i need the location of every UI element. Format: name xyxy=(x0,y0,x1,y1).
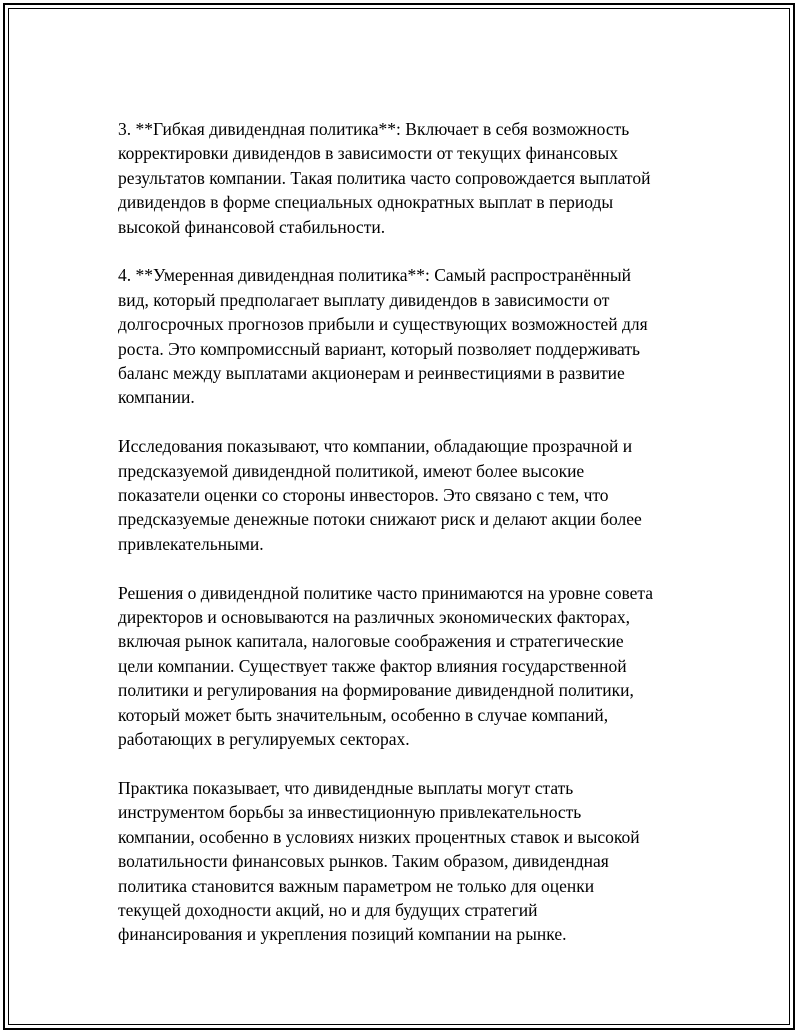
text-line: Исследования показывают, что компании, обладающие прозрачной и xyxy=(118,436,633,457)
text-line: работающих в регулируемых секторах. xyxy=(118,729,410,750)
text-line: политики и регулирования на формирование дивидендной политики, xyxy=(118,680,634,701)
text-line: предсказуемой дивидендной политикой, имеют более высокие xyxy=(118,460,585,481)
text-line: баланс между выплатами акционерам и реинвестициями в развитие xyxy=(118,363,625,384)
text-line: Решения о дивидендной политике часто принимаются на уровне совета xyxy=(118,582,653,603)
text-line: компании, особенно в условиях низких процентных ставок и высокой xyxy=(118,826,640,847)
text-line: дивидендов в форме специальных однократных выплат в периоды xyxy=(118,192,614,213)
text-line: предсказуемые денежные потоки снижают риск и делают акции более xyxy=(118,509,642,530)
text-line: финансирования и укрепления позиций компании на рынке. xyxy=(118,924,567,945)
text-line: 4. **Умеренная дивидендная политика**: Самый распространённый xyxy=(118,265,631,286)
paragraph-moderate-dividend-policy xyxy=(118,263,698,409)
text-line: высокой финансовой стабильности. xyxy=(118,216,386,237)
text-line: который может быть значительным, особенно в случае компаний, xyxy=(118,704,609,725)
text-line: 3. **Гибкая дивидендная политика**: Включает в себя возможность xyxy=(118,119,630,139)
text-line: политика становится важным параметром не только для оценки xyxy=(118,875,595,896)
text-line: цели компании. Существует также фактор влияния государственной xyxy=(118,655,627,676)
text-line: корректировки дивидендов в зависимости от текущих финансовых xyxy=(118,143,619,164)
text-line: результатов компании. Такая политика часто сопровождается выплатой xyxy=(118,167,651,188)
text-line: привлекательными. xyxy=(118,533,264,554)
text-line: директоров и основываются на различных экономических факторах, xyxy=(118,607,631,628)
text-line: долгосрочных прогнозов прибыли и существующих возможностей для xyxy=(118,314,648,335)
text-line: Практика показывает, что дивидендные выплаты могут стать xyxy=(118,777,574,798)
paragraph-flexible-dividend-policy xyxy=(118,117,698,239)
text-line: текущей доходности акций, но и для будущих стратегий xyxy=(118,899,538,920)
text-line: инструментом борьбы за инвестиционную привлекательность xyxy=(118,802,582,823)
paragraph-board-decisions xyxy=(118,581,698,752)
text-line: роста. Это компромиссный вариант, который позволяет поддерживать xyxy=(118,338,640,359)
text-line: включая рынок капитала, налоговые соображения и стратегические xyxy=(118,631,624,652)
paragraph-practice-conclusion xyxy=(118,776,698,947)
text-line: вид, который предполагает выплату дивидендов в зависимости от xyxy=(118,289,610,310)
text-line: волатильности финансовых рынков. Таким образом, дивидендная xyxy=(118,851,609,872)
document-body xyxy=(118,117,698,947)
text-line: показатели оценки со стороны инвесторов. Это связано с тем, что xyxy=(118,485,609,506)
paragraph-research-findings xyxy=(118,434,698,556)
text-line: компании. xyxy=(118,387,195,408)
